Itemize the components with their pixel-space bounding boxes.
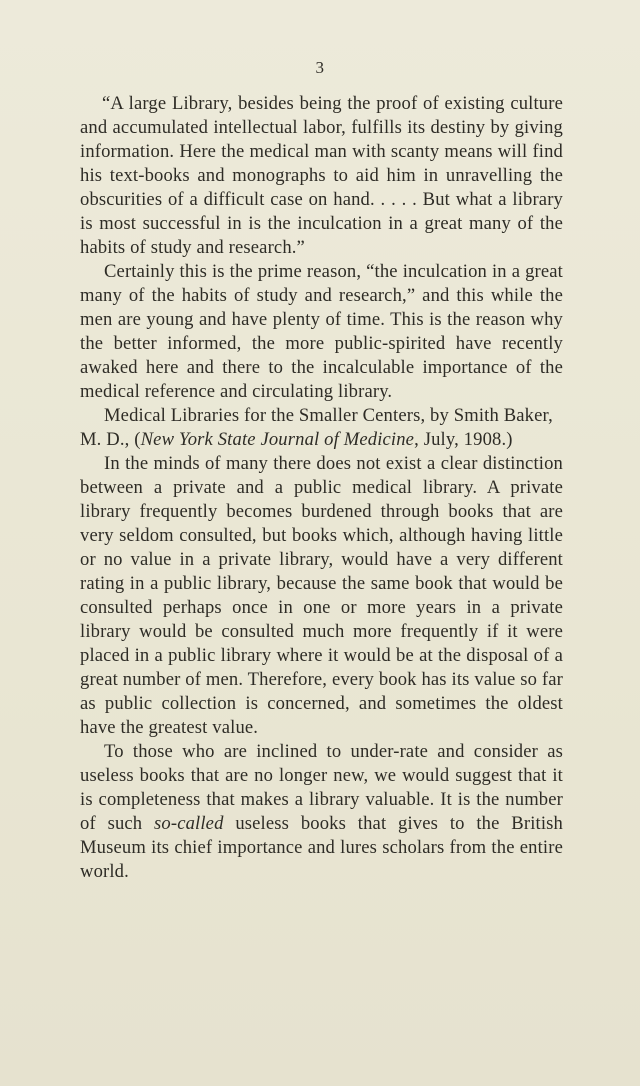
citation-journal: New York State Journal of Medicine (140, 429, 415, 450)
so-called-emphasis: so-called (154, 813, 224, 834)
page-number: 3 (315, 58, 325, 77)
citation-paragraph (80, 404, 563, 452)
reason-paragraph: Certainly this is the prime reason, “the inculcation in a great many of the habits of study and research,” and this while the men are young and have plenty of time. This is the reason why the better informed, the more public-spirited have recently awaked here and there to the incalculable importance of the medical reference and circulating library. (80, 261, 563, 402)
useless-books-text-start: To those who are inclined to under-rate and consider as useless books that are no longer new, we would suggest that it is completeness that makes a library valuable. It is the number of such (80, 741, 563, 834)
citation-author: Medical Libraries for the Smaller Centers, by Smith Baker, M. D., ( (80, 405, 553, 450)
useless-books-text-end: useless books that gives to the British Museum its chief importance and lures scholars from the entire world. (80, 813, 563, 882)
body-text (80, 92, 563, 884)
distinction-paragraph: In the minds of many there does not exist a clear distinction between a private and a public medical library. A private library frequently becomes burdened through books that are very seldom consulted, but books which, although having little or no value in a private library, would have a very different rating in a public library, because the same book that would be consulted perhaps once in one or more years in a private library would be consulted much more frequently if it were placed in a public library where it would be at the disposal of a great number of men. Therefore, every book has its value so far as public collection is concerned, and sometimes the oldest have the greatest value. (80, 453, 563, 738)
useless-books-paragraph (80, 740, 563, 884)
quote-paragraph: “A large Library, besides being the proof of existing culture and accumulated intellectual labor, fulfills its destiny by giving information. Here the medical man with scanty means will find his text-books and monographs to aid him in unravelling the obscurities of a difficult case on hand. . . . . But what a library is most successful in is the inculcation in a great many of the habits of study and research.” (80, 93, 563, 258)
citation-date: , July, 1908.) (414, 429, 513, 450)
